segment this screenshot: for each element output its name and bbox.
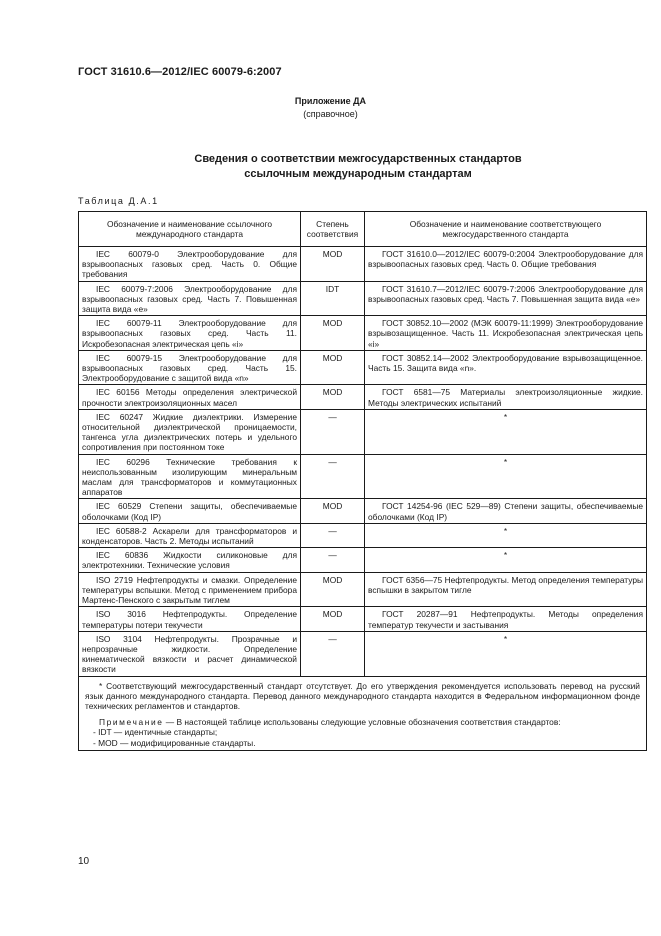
intl-standard-cell: IEC 60296 Технические требования к неиспользованным изолирующим минеральным маслам для трансформаторов и коммутационных аппаратов [79,454,301,499]
gost-standard-cell: * [365,454,647,499]
column-header-degree: Степень соответствия [301,212,365,247]
note-text: — В настоящей таблице использованы следующие условные обозначения соответствия стандартов: [163,717,561,728]
section-title-line1: Сведения о соответствии межгосударственных стандартов [194,153,522,165]
degree-cell: MOD [301,385,365,409]
degree-cell: MOD [301,350,365,385]
gost-standard-cell: ГОСТ 31610.7—2012/IEC 60079-7:2006 Электрооборудование для взрывоопасных газовых сред. Часть 7. Повышенная защита вида «е» [365,281,647,316]
intl-standard-cell: ISO 3016 Нефтепродукты. Определение температуры потери текучести [79,607,301,631]
page-number: 10 [78,856,90,867]
section-title-line2: ссылочным международным стандартам [244,168,472,180]
gost-standard-cell: ГОСТ 6356—75 Нефтепродукты. Метод определения температуры вспышки в закрытом тигле [365,572,647,607]
degree-cell: MOD [301,316,365,351]
gost-standard-cell: * [365,523,647,547]
table-row [79,499,647,523]
degree-cell: MOD [301,572,365,607]
degree-cell: MOD [301,247,365,282]
table-footer-row [79,676,647,750]
note-item-idt: - IDT — идентичные стандарты; [93,727,218,738]
table-row [79,409,647,454]
table-footer [79,676,647,750]
gost-standard-cell: ГОСТ 31610.0—2012/IEC 60079-0:2004 Электрооборудование для взрывоопасных газовых сред. Часть 0. Общие требования [365,247,647,282]
intl-standard-cell: IEC 60529 Степени защиты, обеспечиваемые оболочками (Код IP) [79,499,301,523]
gost-standard-cell: ГОСТ 6581—75 Материалы электроизоляционные жидкие. Методы электрических испытаний [365,385,647,409]
table-row [79,385,647,409]
intl-standard-cell: IEC 60836 Жидкости силиконовые для электротехники. Технические условия [79,548,301,572]
degree-cell: MOD [301,499,365,523]
column-header-intl: Обозначение и наименование ссылочного международного стандарта [79,212,301,247]
intl-standard-cell: IEC 60079-7:2006 Электрооборудование для взрывоопасных газовых сред. Часть 7. Повышенная защита вида «е» [79,281,301,316]
intl-standard-cell: IEC 60247 Жидкие диэлектрики. Измерение относительной диэлектрической проницаемости, тангенса угла диэлектрических потерь и удельного сопротивления при постоянном токе [79,409,301,454]
gost-standard-cell: ГОСТ 20287—91 Нефтепродукты. Методы определения температур текучести и застывания [365,607,647,631]
table-row [79,350,647,385]
table-row [79,454,647,499]
degree-cell: — [301,454,365,499]
intl-standard-cell: IEC 60079-0 Электрооборудование для взрывоопасных газовых сред. Часть 0. Общие требования [79,247,301,282]
table-header-row [79,212,647,247]
intl-standard-cell: IEC 60588-2 Аскарели для трансформаторов и конденсаторов. Часть 2. Методы испытаний [79,523,301,547]
table-row [79,281,647,316]
gost-standard-cell: ГОСТ 14254-96 (IEC 529—89) Степени защиты, обеспечиваемые оболочками (Код IP) [365,499,647,523]
table-row [79,572,647,607]
appendix-title: Приложение ДА [294,96,367,106]
degree-cell: IDT [301,281,365,316]
table-row [79,523,647,547]
intl-standard-cell: IEC 60079-15 Электрооборудование для взрывоопасных газовых сред. Часть 15. Электрооборудование с защитой вида «n» [79,350,301,385]
degree-cell: MOD [301,607,365,631]
table-row [79,607,647,631]
table-row [79,631,647,676]
column-header-gost: Обозначение и наименование соответствующего межгосударственного стандарта [365,212,647,247]
gost-standard-cell: ГОСТ 30852.10—2002 (МЭК 60079-11:1999) Электрооборудование взрывозащищенное. Часть 11. Искробезопасная электрическая цепь «i» [365,316,647,351]
degree-cell: — [301,631,365,676]
gost-standard-cell: ГОСТ 30852.14—2002 Электрооборудование взрывозащищенное. Часть 15. Защита вида «n». [365,350,647,385]
intl-standard-cell: IEC 60079-11 Электрооборудование для взрывоопасных газовых сред. Часть 11. Искробезопасная электрическая цепь «i» [79,316,301,351]
table-caption: Таблица Д.А.1 [78,196,159,206]
table-row [79,316,647,351]
intl-standard-cell: IEC 60156 Методы определения электрической прочности электроизоляционных масел [79,385,301,409]
footnote: * Соответствующий межгосударственный стандарт отсутствует. До его утверждения рекомендуется использовать перевод на русский язык данного международного стандарта. Перевод данного международного стандарта находится в Федеральном информационном фонде технических регламентов и стандартов. [85,680,640,711]
degree-cell: — [301,409,365,454]
note [85,717,640,727]
gost-standard-cell: * [365,548,647,572]
degree-cell: — [301,548,365,572]
note-item-mod: - MOD — модифицированные стандарты. [93,737,256,748]
correspondence-table [78,211,647,751]
appendix-subtitle: (справочное) [303,109,358,119]
table-row [79,247,647,282]
table-row [79,548,647,572]
intl-standard-cell: ISO 2719 Нефтепродукты и смазки. Определение температуры вспышки. Метод с применением прибора Мартенс-Пенского с закрытым тиглем [79,572,301,607]
degree-cell: — [301,523,365,547]
gost-standard-cell: * [365,409,647,454]
document-header: ГОСТ 31610.6—2012/IEC 60079-6:2007 [78,66,282,78]
gost-standard-cell: * [365,631,647,676]
intl-standard-cell: ISO 3104 Нефтепродукты. Прозрачные и непрозрачные жидкости. Определение кинематической вязкости и расчет динамической вязкости [79,631,301,676]
note-label: Примечание [99,717,164,728]
